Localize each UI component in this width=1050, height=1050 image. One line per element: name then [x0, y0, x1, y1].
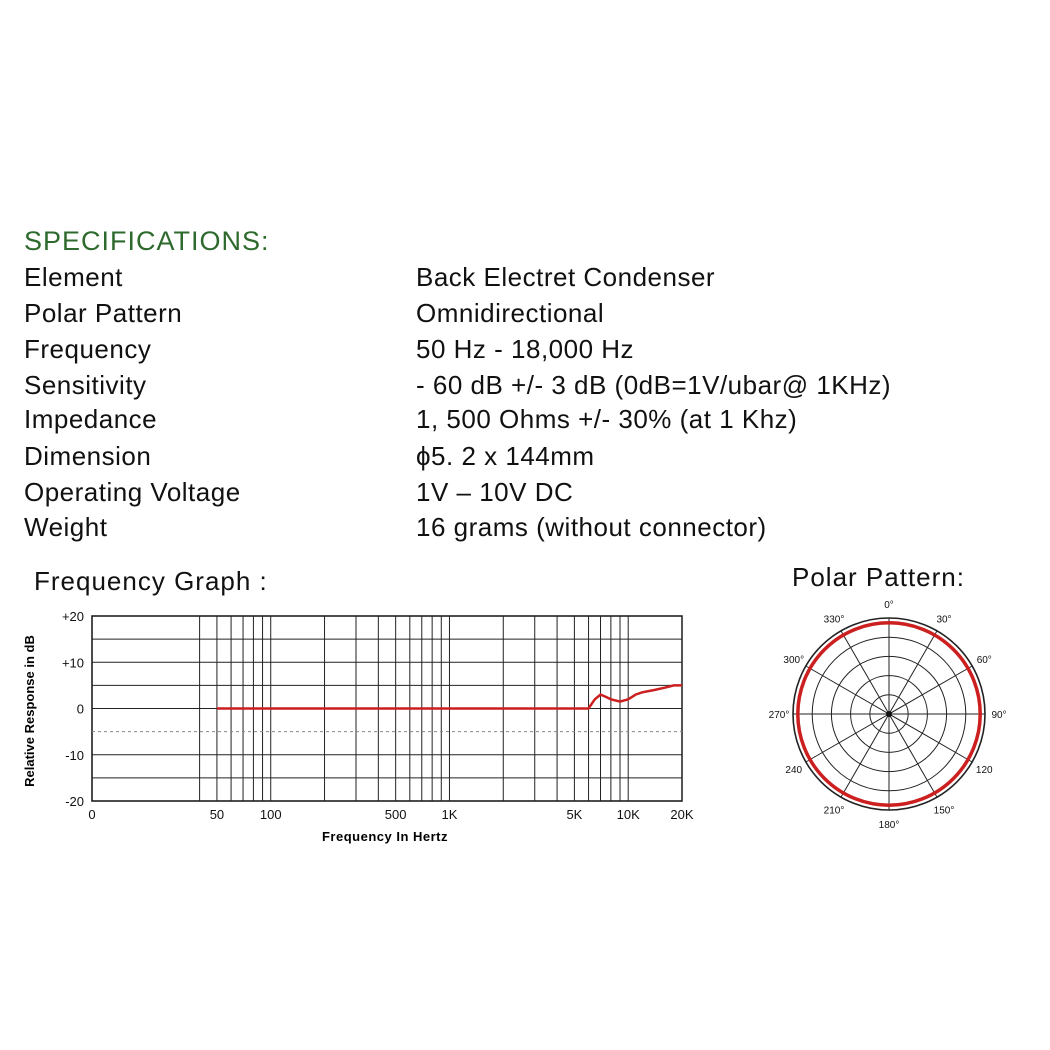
y-tick-label: 0 [76, 701, 84, 717]
polar-spoke [806, 666, 972, 762]
polar-ring [851, 676, 928, 753]
y-tick-label: +20 [61, 609, 84, 624]
polar-spoke [841, 631, 937, 797]
polar-angle-label: 240 [785, 765, 803, 776]
polar-ring [812, 637, 966, 791]
polar-center-dot [886, 711, 892, 717]
x-tick-label-origin: 0 [88, 807, 96, 822]
polar-angle-label: 90° [991, 710, 1007, 721]
polar-ring [831, 656, 946, 771]
y-tick-label: -10 [65, 747, 84, 763]
spec-label-operating-voltage: Operating Voltage [24, 477, 241, 507]
spec-value-element: Back Electret Condenser [416, 262, 716, 292]
x-tick-label: 50 [209, 807, 225, 822]
x-tick-label: 500 [384, 807, 407, 822]
specifications-title: SPECIFICATIONS: [24, 226, 270, 256]
polar-angle-label: 150° [933, 805, 955, 817]
polar-grid [793, 618, 985, 810]
spec-value-weight: 16 grams (without connector) [416, 512, 767, 542]
frequency-plot-frame [92, 616, 682, 801]
polar-angle-label: 210° [823, 805, 845, 817]
spec-value-dimension: ϕ5. 2 x 144mm [416, 441, 595, 471]
polar-spoke [841, 631, 937, 797]
polar-angle-label: 270° [768, 710, 790, 721]
y-tick-label: -20 [65, 794, 84, 809]
polar-angle-label: 180° [878, 820, 900, 831]
spec-value-polar-pattern: Omnidirectional [416, 298, 605, 328]
frequency-y-axis-label: Relative Response in dB [22, 635, 37, 787]
y-tick-label: +10 [61, 655, 84, 671]
polar-angle-labels [769, 600, 1007, 831]
frequency-response-line [217, 685, 682, 708]
spec-label-weight: Weight [24, 512, 108, 542]
polar-response-line [798, 623, 980, 805]
spec-value-frequency: 50 Hz - 18,000 Hz [416, 334, 635, 364]
frequency-graph-title: Frequency Graph : [34, 566, 268, 596]
frequency-grid [92, 616, 682, 801]
polar-pattern-title: Polar Pattern: [792, 562, 965, 592]
spec-label-dimension: Dimension [24, 441, 152, 471]
spec-value-sensitivity: - 60 dB +/- 3 dB (0dB=1V/ubar@ 1KHz) [416, 370, 892, 400]
spec-value-impedance: 1, 500 Ohms +/- 30% (at 1 Khz) [416, 404, 798, 434]
polar-spoke [806, 666, 972, 762]
x-tick-label: 1K [441, 807, 458, 822]
frequency-tick-labels [62, 609, 694, 822]
polar-ring [870, 695, 908, 733]
polar-angle-label: 30° [936, 614, 952, 626]
x-tick-label: 100 [259, 807, 282, 822]
x-tick-label: 10K [616, 807, 640, 822]
spec-value-operating-voltage: 1V – 10V DC [416, 477, 574, 507]
polar-ring [793, 618, 985, 810]
spec-label-impedance: Impedance [24, 404, 158, 434]
polar-angle-label: 60° [976, 655, 992, 666]
x-tick-label: 5K [566, 807, 583, 822]
spec-label-element: Element [24, 262, 123, 292]
spec-label-sensitivity: Sensitivity [24, 370, 147, 400]
spec-label-frequency: Frequency [24, 334, 152, 364]
x-tick-label: 20K [670, 807, 694, 822]
polar-angle-label: 330° [823, 614, 845, 626]
polar-angle-label: 300° [783, 655, 805, 666]
polar-angle-label: 120 [975, 765, 993, 776]
frequency-x-axis-label: Frequency In Hertz [321, 829, 449, 844]
polar-angle-label: 0° [884, 600, 894, 611]
spec-label-polar-pattern: Polar Pattern [24, 298, 183, 328]
